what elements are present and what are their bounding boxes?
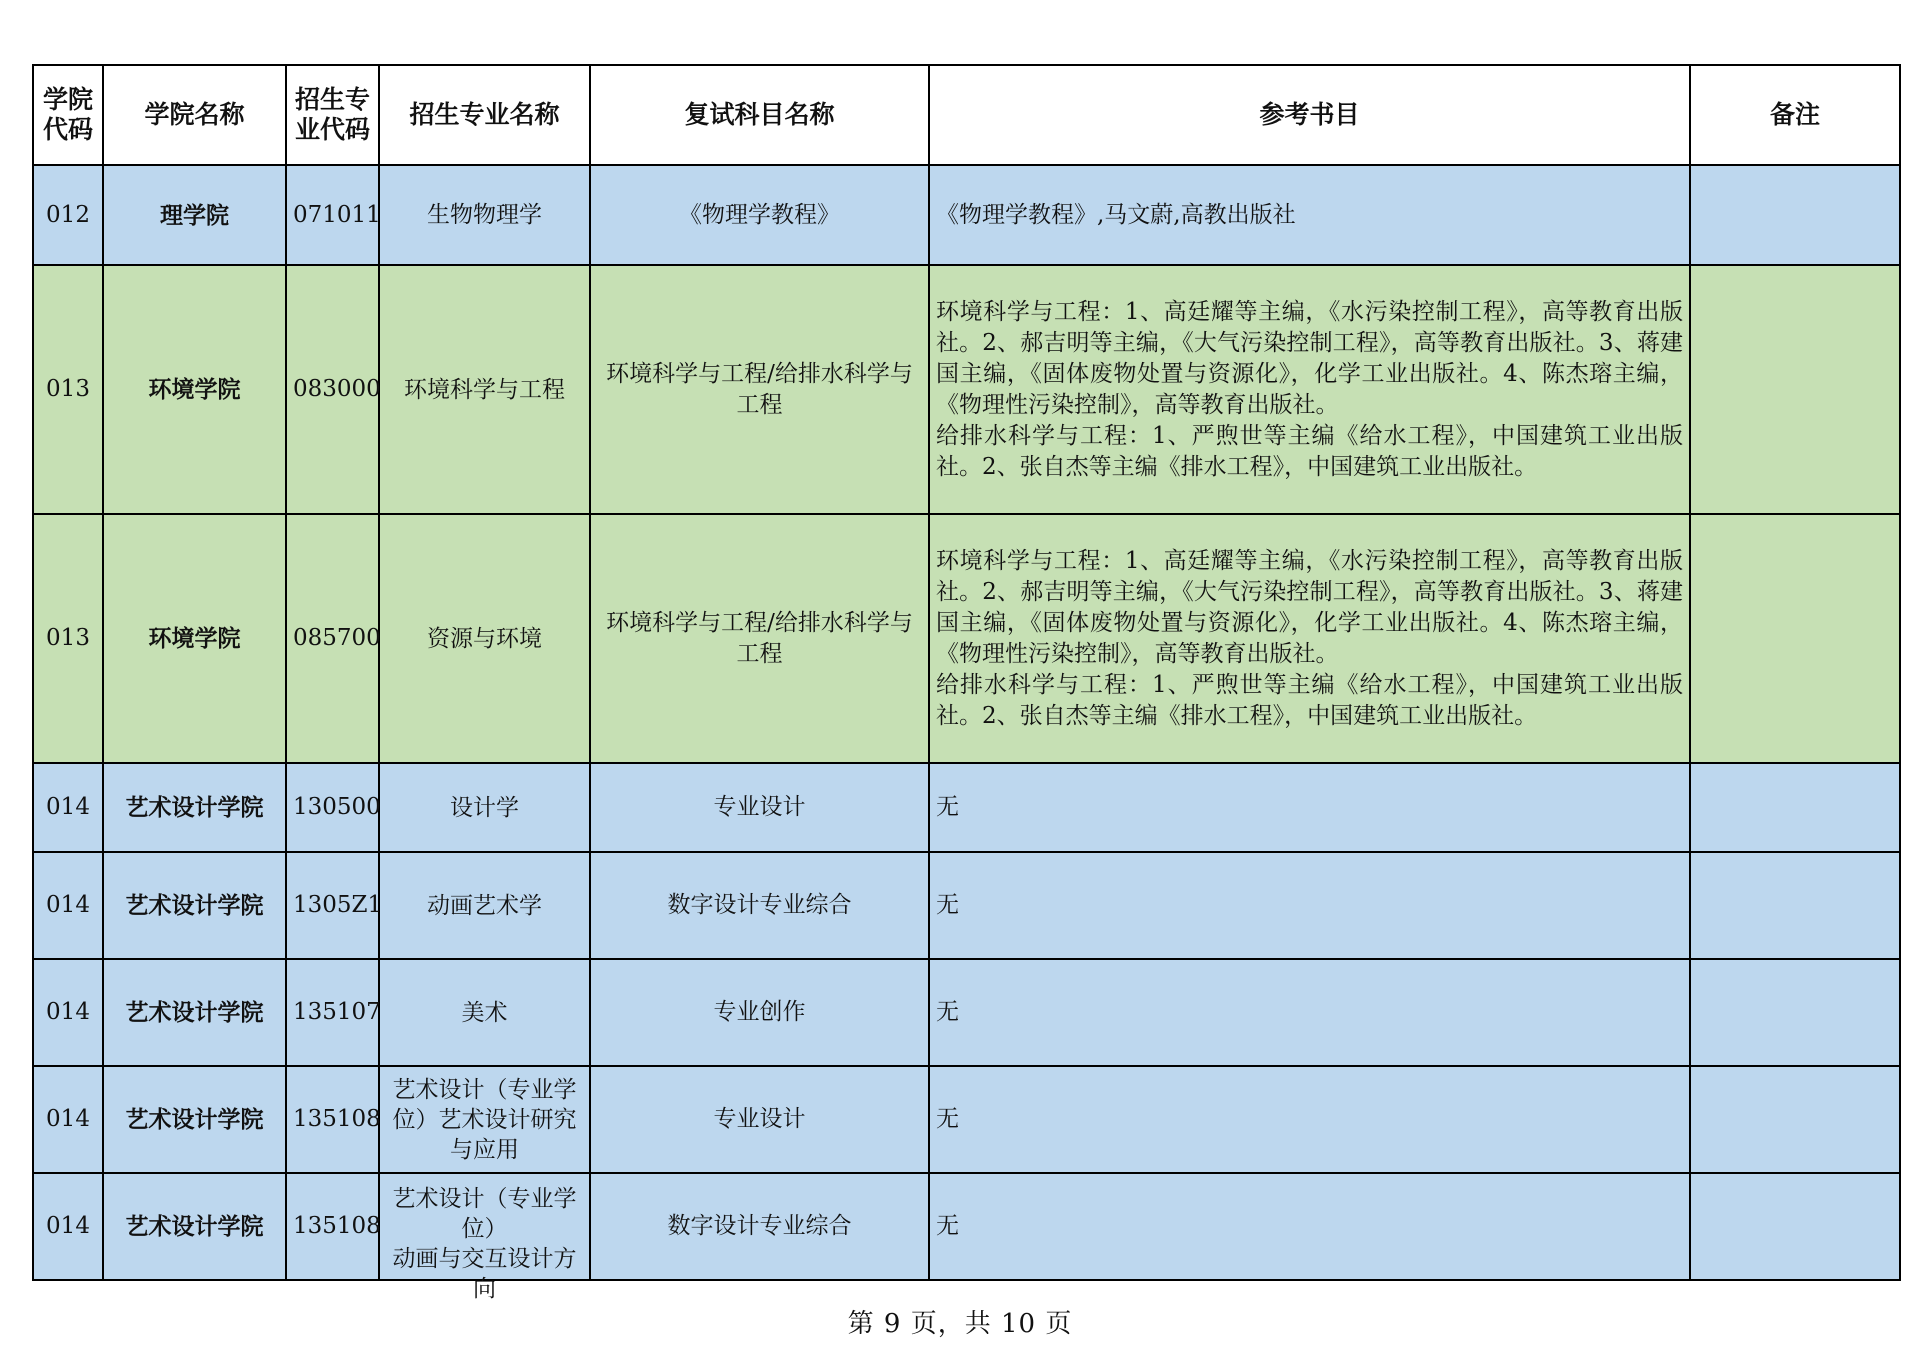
book-entry: 无: [936, 1106, 959, 1132]
exam-subject: 专业创作: [590, 959, 929, 1066]
major-code: 1305Z1: [286, 852, 379, 959]
book-entry: 无: [936, 892, 959, 918]
major-code: 135108: [286, 1173, 379, 1280]
note: [1690, 763, 1900, 852]
header-college-name: 学院名称: [103, 65, 286, 165]
reference-books: [929, 265, 1690, 514]
note: [1690, 265, 1900, 514]
college-name: 理学院: [103, 165, 286, 265]
header-major-name: 招生专业名称: [379, 65, 590, 165]
reference-books: [929, 763, 1690, 852]
table-row: [33, 1066, 1900, 1173]
major-name-text: 艺术设计（专业学位） 动画与交互设计方向: [392, 1186, 577, 1302]
major-code: 135108: [286, 1066, 379, 1173]
note: [1690, 1066, 1900, 1173]
book-entry: 《物理学教程》,马文蔚,高教出版社: [936, 201, 1296, 228]
major-code: 135107: [286, 959, 379, 1066]
major-name: 动画艺术学: [379, 852, 590, 959]
college-code: 014: [33, 852, 103, 959]
college-code: 014: [33, 763, 103, 852]
header-major-code: 招生专业代码: [286, 65, 379, 165]
header-row: [33, 65, 1900, 165]
book-entry: 环境科学与工程：1、高廷耀等主编，《水污染控制工程》，高等教育出版社。2、郝吉明等主编，《大气污染控制工程》，高等教育出版社。3、蒋建国主编，《固体废物处置与资源化》，化学工业出版社。4、陈杰瑢主编，《物理性污染控制》，高等教育出版社。: [936, 298, 1683, 418]
book-entry: 无: [936, 1213, 959, 1239]
exam-subject: 环境科学与工程/给排水科学与工程: [590, 265, 929, 514]
exam-subject: 《物理学教程》: [590, 165, 929, 265]
book-entry: 无: [936, 999, 959, 1025]
note: [1690, 959, 1900, 1066]
page-number: 第 9 页，共 10 页: [847, 1309, 1073, 1339]
college-name: 艺术设计学院: [103, 959, 286, 1066]
reference-books: [929, 852, 1690, 959]
note: [1690, 165, 1900, 265]
major-name: 资源与环境: [379, 514, 590, 763]
college-code: 013: [33, 265, 103, 514]
reference-books: [929, 959, 1690, 1066]
major-name: 环境科学与工程: [379, 265, 590, 514]
college-name: 艺术设计学院: [103, 763, 286, 852]
exam-subject: 环境科学与工程/给排水科学与工程: [590, 514, 929, 763]
college-name: 环境学院: [103, 265, 286, 514]
college-code: 014: [33, 1066, 103, 1173]
college-name: 艺术设计学院: [103, 1066, 286, 1173]
note: [1690, 1173, 1900, 1280]
table-row: [33, 165, 1900, 265]
college-name: 环境学院: [103, 514, 286, 763]
exam-subject: 专业设计: [590, 1066, 929, 1173]
note: [1690, 852, 1900, 959]
table-row: [33, 514, 1900, 763]
college-code: 014: [33, 959, 103, 1066]
note: [1690, 514, 1900, 763]
reference-books: [929, 165, 1690, 265]
major-name: [379, 1173, 590, 1302]
college-code: 013: [33, 514, 103, 763]
table-row: [33, 265, 1900, 514]
major-code: 071011: [286, 165, 379, 265]
college-code: 012: [33, 165, 103, 265]
book-entry: 给排水科学与工程：1、严煦世等主编《给水工程》，中国建筑工业出版社。2、张自杰等主编《排水工程》，中国建筑工业出版社。: [936, 422, 1683, 480]
book-entry: 环境科学与工程：1、高廷耀等主编，《水污染控制工程》，高等教育出版社。2、郝吉明等主编，《大气污染控制工程》，高等教育出版社。3、蒋建国主编，《固体废物处置与资源化》，化学工业出版社。4、陈杰瑢主编，《物理性污染控制》，高等教育出版社。: [936, 547, 1683, 667]
major-code: 130500: [286, 763, 379, 852]
header-note: 备注: [1690, 65, 1900, 165]
major-name: 设计学: [379, 763, 590, 852]
table-row: [33, 1173, 1900, 1280]
major-code: 083000: [286, 265, 379, 514]
header-exam-subject: 复试科目名称: [590, 65, 929, 165]
exam-subject: 数字设计专业综合: [590, 1173, 929, 1280]
header-college-code: 学院代码: [33, 65, 103, 165]
table-row: [33, 852, 1900, 959]
table-row: [33, 959, 1900, 1066]
college-code: 014: [33, 1173, 103, 1280]
college-name: 艺术设计学院: [103, 1173, 286, 1280]
major-name: 生物物理学: [379, 165, 590, 265]
book-entry: 给排水科学与工程：1、严煦世等主编《给水工程》，中国建筑工业出版社。2、张自杰等主编《排水工程》，中国建筑工业出版社。: [936, 671, 1683, 729]
header-reference-books: 参考书目: [929, 65, 1690, 165]
table-row: [33, 763, 1900, 852]
admissions-table: [32, 64, 1901, 1302]
major-code: 085700: [286, 514, 379, 763]
reference-books: [929, 1066, 1690, 1173]
reference-books: [929, 514, 1690, 763]
major-name: 美术: [379, 959, 590, 1066]
book-entry: 无: [936, 794, 959, 820]
major-name: 艺术设计（专业学位）艺术设计研究与应用: [379, 1066, 590, 1173]
exam-subject: 专业设计: [590, 763, 929, 852]
college-name: 艺术设计学院: [103, 852, 286, 959]
exam-subject: 数字设计专业综合: [590, 852, 929, 959]
reference-books: [929, 1173, 1690, 1280]
